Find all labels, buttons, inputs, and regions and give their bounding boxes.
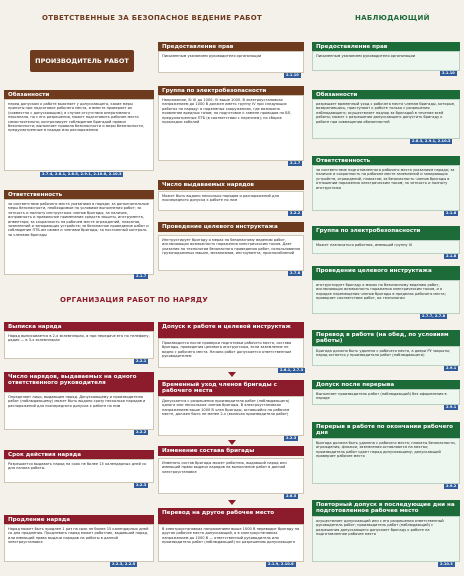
- order-right-3-text: В электроустановках напряжением выше 1000 В переводит бригаду на другое рабочее место допускающий, а в электроустановках напряжением до 1000 В — ответственный руководитель или производитель работ (наблюдающий) по разрешению допускающего: [158, 524, 304, 562]
- obs-resp-code: 2.1.8: [446, 211, 457, 215]
- order-left-3-title: Продление наряда: [4, 515, 154, 525]
- obs-readmit-code: 2.9.1: [446, 405, 457, 409]
- order-left-0-text: Наряд выписывается в 2-х экземплярах, а при передаче его по телефону, радио — в 3-х экземплярах: [4, 331, 154, 359]
- mid-rights-text: Письменным указанием руководителя организации: [158, 51, 304, 73]
- obs-endday-title: Перерыв в работе по окончании рабочего дня: [312, 422, 460, 438]
- order-left-1-text: Определяет лицо, выдающее наряд. Допускающему и производителю работ (наблюдающему) может быть выдано сразу несколько нарядов и распоряжений для поочередного допуска к работе по ним: [4, 392, 154, 430]
- order-left-0-title: Выписка наряда: [4, 322, 154, 332]
- order-right-1-title: Временный уход членов бригады с рабочего места: [158, 380, 304, 396]
- order-right-1-code: 2.2.3: [286, 436, 297, 440]
- obs-group-text: Может назначаться работник, имеющий группу III: [312, 240, 460, 254]
- mid-briefing-text: Инструктирует бригаду о мерах по безопасному ведению работ, исключающих возможность поражения электрическим током. Дает указания по технологии безопасного проведения работ, использования грузоподъемных машин, механизмов, инструмента, приспособлений: [158, 235, 304, 271]
- order-left-0-code: 2.2.1: [136, 359, 147, 363]
- order-left-1-title: Число нарядов, выдаваемых на одного ответственного руководителя: [4, 372, 154, 392]
- mid-count-text: Может быть выдано несколько нарядов и распоряжений для поочередного допуска к работе по ним: [158, 191, 304, 211]
- obs-endday-code: 2.9.2: [446, 484, 457, 488]
- producer-duties-title: Обязанности: [4, 90, 154, 100]
- producer-resp-text: за соответствие рабочего места указаниям в наряде; за дополнительные меры безопасности, необходимые по условиям выполнения работ; за четкость и полноту инструктажа членов бригады; за наличие, исправность и правильное применение средств защиты, инструмента, инвентаря; за сохранность на рабочем месте ограждений, плакатов, заземлений и запирающих устройств; за безопасное проведение работ и соблюдение ПТБ им самим и членами бригады; за постоянный контроль за членами бригады: [4, 199, 154, 275]
- producer-resp-title: Ответственность: [4, 190, 154, 200]
- obs-briefing-title: Проведение целевого инструктажа: [312, 266, 460, 280]
- producer-label: ПРОИЗВОДИТЕЛЬ РАБОТ: [30, 50, 134, 72]
- producer-duties-text: перед допуском к работе выясняет у допускающего, какие меры приняты при подготовке рабочего места, и вместе проверяет их (совместно с допускающим); в случае отсутствия оперативного персонала, но с его разрешения, может подготовить рабочее место самостоятельно; контролирует соблюдение бригадой правил безопасности; выполняет правила безопасности и меры безопасности, предусмотренные в наряде или распоряжении: [4, 99, 154, 171]
- order-left-3-text: Наряд может быть продлен 1 раз на срок не более 15 календарных дней со дня продления. Продлевать наряд может работник, выдавший наряд, или имеющий право выдачи нарядов на работы в данной электроустановке: [4, 524, 154, 562]
- order-left-2-text: Разрешается выдавать наряд на срок не более 15 календарных дней со дня начала работы: [4, 459, 154, 483]
- order-left-1-code: 2.2.2: [136, 430, 147, 434]
- order-right-0-title: Допуск к работе и целевой инструктаж: [158, 322, 304, 338]
- obs-duties-text: разрешает временный уход с рабочего места членам бригады, которые, возвратившись, приступают к работе только с разрешения наблюдающего; осуществляет надзор за бригадой в течение всей работы; может с разрешения допускающего допустить бригаду к работе при совмещении обязанностей: [312, 99, 460, 139]
- mid-group-code: 2.1.7: [290, 161, 301, 165]
- obs-briefing-text: инструктирует бригаду о мерах по безопасному ведению работ, исключающих возможность поражения электрическим током, и о порядке перемещения членов бригады в пределах рабочего места; проверяет соответствие работ, их технологии: [312, 280, 460, 314]
- mid-rights-title: Предоставление прав: [158, 42, 304, 52]
- mid-briefing-title: Проведение целевого инструктажа: [158, 222, 304, 232]
- order-left-2-code: 2.2.3: [136, 483, 147, 487]
- obs-rights-title: Предоставление прав: [312, 42, 460, 52]
- order-right-2-code: 2.6.5: [286, 494, 297, 498]
- obs-resp-title: Ответственность: [312, 156, 460, 166]
- obs-rights-code: 2.1.10: [442, 71, 455, 75]
- obs-readmit-title: Допуск после перерыва: [312, 380, 460, 390]
- order-right-2-text: Изменять состав бригады может работник, выдавший наряд или имеющий право выдачи нарядов на выполнение работ в данной электроустановке: [158, 458, 304, 494]
- order-left-3-code: 2.2.3, 2.2.5: [112, 562, 136, 566]
- mid-rights-code: 2.1.10: [286, 73, 299, 77]
- observer-heading: НАБЛЮДАЮЩИЙ: [355, 14, 430, 22]
- producer-resp-code: 2.1.7: [136, 274, 147, 278]
- order-right-2-title: Изменение состава бригады: [158, 446, 304, 456]
- obs-duties-title: Обязанности: [312, 90, 460, 100]
- mid-briefing-code: 2.7.8: [290, 271, 301, 275]
- obs-readmit2-code: 2.10.3: [440, 562, 453, 566]
- order-right-3-code: 2.1.9, 2.10.6: [268, 562, 294, 566]
- obs-transfer-text: Бригада должна быть удалена с рабочего места, а двери РУ закрыты; наряд остается у производителя работ (наблюдающего): [312, 346, 460, 366]
- obs-readmit2-text: осуществляет допускающий или с его разрешения ответственный руководитель работ; производитель работ (наблюдающий) с разрешения допускающего допускает бригаду к работе на подготовленное рабочее место: [312, 516, 460, 562]
- obs-group-title: Группа по электробезопасности: [312, 226, 460, 240]
- responsibles-heading: ОТВЕТСТВЕННЫЕ ЗА БЕЗОПАСНОЕ ВЕДЕНИЕ РАБОТ: [42, 14, 263, 22]
- obs-briefing-code: 2.7.7, 2.7.8: [422, 314, 446, 318]
- order-right-3-title: Перевод на другое рабочее место: [158, 508, 304, 524]
- order-right-0-code: 2.6.1, 2.7.3: [280, 368, 304, 372]
- obs-transfer-title: Перевод в работе (на обед, по условиям работы): [312, 330, 460, 346]
- obs-resp-text: за соответствие подготовленного рабочего места указаниям наряда; за наличие и сохранность на рабочем месте заземлений и запирающих устройств, ограждений, плакатов; за безопасность членов бригады в отношении поражения электрическим током; за четкость и полноту инструктажа: [312, 165, 460, 211]
- mid-count-title: Число выдаваемых нарядов: [158, 180, 304, 190]
- obs-duties-code: 2.8.3, 2.9.1, 2.10.3: [412, 139, 451, 143]
- obs-readmit2-title: Повторный допуск в последующие дни на подготовленное рабочее место: [312, 500, 460, 516]
- arrow-down-icon: [228, 372, 236, 377]
- mid-group-text: Напряжение, В: III до 1000; IV выше 1000. В электроустановках напряжением до 1000 В должен иметь группу IV при следующих работах по наряду: в подземных сооружениях, где возможно появление вредных газов; по подготовке к замене проводов на ВЛ, предусмотренных ПТБ (в соответствии с перечнем); по сборке прокладки кабелей: [158, 95, 304, 161]
- order-left-2-title: Срок действия наряда: [4, 450, 154, 460]
- mid-count-code: 2.2.2: [290, 211, 301, 215]
- order-heading: ОРГАНИЗАЦИЯ РАБОТ ПО НАРЯДУ: [60, 296, 209, 304]
- order-right-1-text: Допускается с разрешения производителя работ (наблюдающего) одного или нескольких членов бригады. В электроустановках напряжением выше 1000 В член бригады, оставшийся на рабочем месте, должен быть не менее 2-х (включая производителя работ): [158, 396, 304, 436]
- obs-endday-text: бригада должна быть удалена с рабочего места; плакаты безопасности, ограждения, флажки, заземления оставляются на местах; производитель работ сдает наряд допускающему; допускающий проверяет рабочее место: [312, 438, 460, 484]
- arrow-down-icon: [228, 440, 236, 445]
- order-right-0-text: Производится после проверки подготовки рабочего места, состава бригады, проведения целевого инструктажа, если заземление не видно с рабочего места. Начало работ допускается ответственным руководителем: [158, 338, 304, 368]
- mid-group-title: Группа по электробезопасности: [158, 86, 304, 96]
- obs-transfer-code: 2.9.1: [446, 366, 457, 370]
- obs-rights-text: Письменным указанием руководителя организации: [312, 51, 460, 71]
- arrow-down-icon: [228, 500, 236, 505]
- obs-group-code: 2.1.8: [446, 254, 457, 258]
- obs-readmit-text: Выполняет производитель работ (наблюдающий) без оформления в наряде: [312, 389, 460, 405]
- producer-duties-code: 2.7.4, 2.6.1, 2.6.5, 2.9.1, 2.10.6, 2.10.3: [42, 172, 122, 176]
